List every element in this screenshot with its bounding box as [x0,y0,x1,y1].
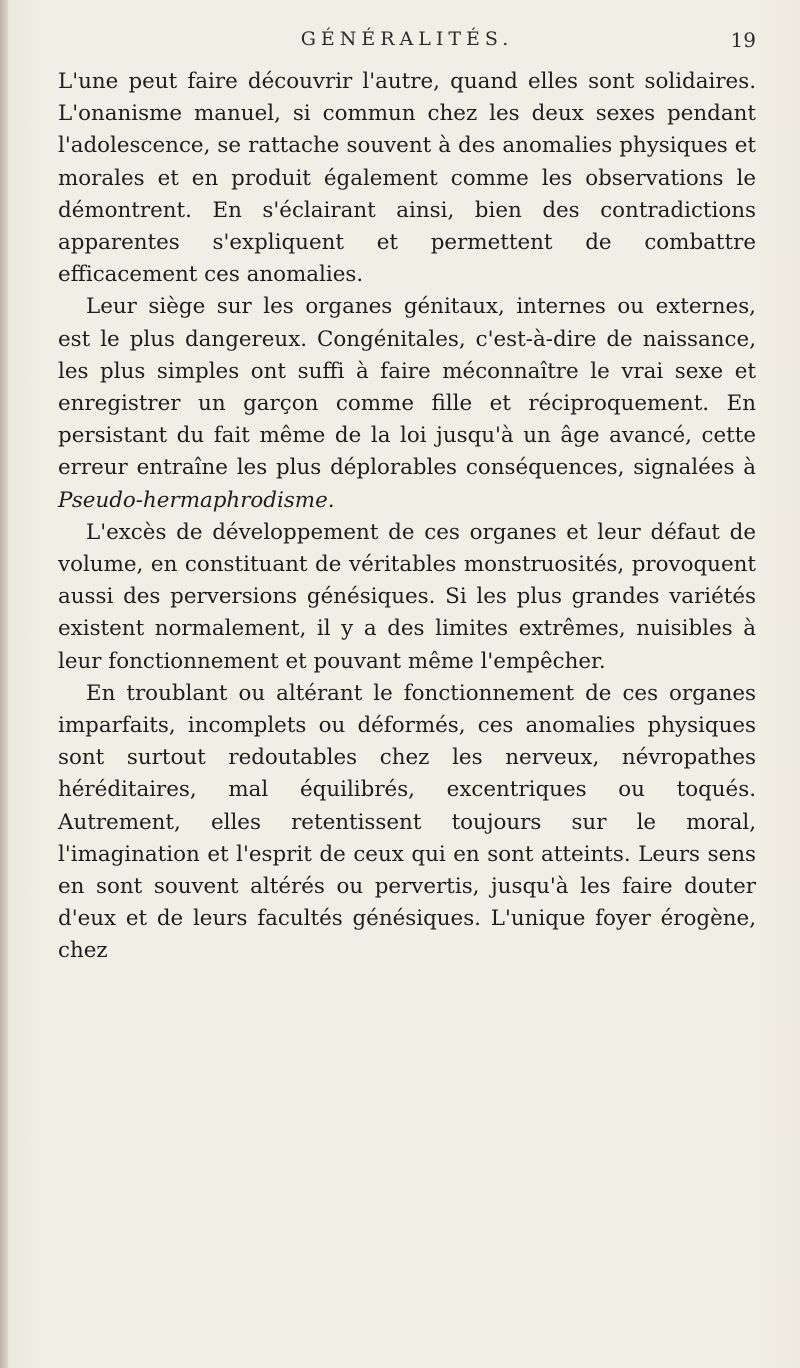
paragraph-3-text: L'excès de développement de ces organes et leur défaut de volume, en constituant de véritables monstruosités, provoquent aussi des perversions génésiques. Si les plus grandes variétés existent normalement, il y a des limites extrêmes, nuisibles à leur fonctionnement et pouvant même l'empêcher. [58,519,756,674]
italic-term: Pseudo-hermaphrodisme. [58,487,335,513]
paragraph-2 [58,291,756,516]
paragraph-4-text: En troublant ou altérant le fonctionnement de ces organes imparfaits, incomplets ou déformés, ces anomalies physiques sont surtout redoutables chez les nerveux, névropathes héréditaires, mal équilibrés, excentriques ou toqués. Autrement, elles retentissent toujours sur le moral, l'imagination et l'esprit de ceux qui en sont atteints. Leurs sens en sont souvent altérés ou pervertis, jusqu'à les faire douter d'eux et de leurs facultés génésiques. L'unique foyer érogène, chez [58,680,756,964]
paragraph-1-text: L'une peut faire découvrir l'autre, quand elles sont solidaires. L'onanisme manuel, si commun chez les deux sexes pendant l'adolescence, se rattache souvent à des anomalies physiques et morales et en produit également comme les observations le démontrent. En s'éclairant ainsi, bien des contradictions apparentes s'expliquent et permettent de combattre efficacement ces anomalies. [58,69,756,288]
body-text [58,66,756,968]
paragraph-4 [58,678,756,968]
paragraph-1 [58,66,756,291]
page-header [58,28,756,58]
running-title: GÉNÉRALITÉS. [300,28,514,50]
paragraph-3 [58,517,756,678]
paragraph-2-text: Leur siège sur les organes génitaux, internes ou externes, est le plus dangereux. Congénitales, c'est-à-dire de naissance, les plus simples ont suffi à faire méconnaître le vrai sexe et enregistrer un garçon comme fille et réciproquement. En persistant du fait même de la loi jusqu'à un âge avancé, cette erreur entraîne les plus déplorables conséquences, signalées à [58,294,756,481]
page-spine-shadow [0,0,8,1368]
page-number: 19 [730,28,756,52]
